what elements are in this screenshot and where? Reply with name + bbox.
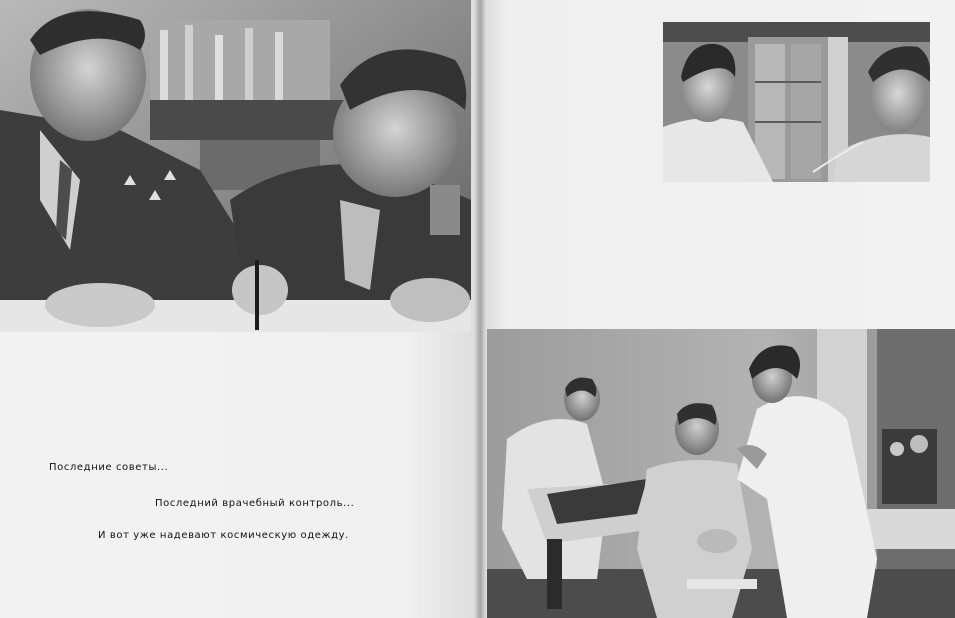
photo-portraits-image <box>663 22 930 182</box>
book-gutter <box>474 0 486 618</box>
right-page <box>480 0 955 618</box>
photo-two-cosmonauts <box>0 0 471 332</box>
caption-space-suit: И вот уже надевают космическую одежду. <box>98 530 349 541</box>
photo-doctor-and-cosmonaut <box>663 22 930 182</box>
caption-medical-check: Последний врачебный контроль... <box>155 498 355 509</box>
caption-last-advice: Последние советы... <box>49 462 169 473</box>
photo-cosmonauts-image <box>0 0 471 332</box>
photo-medical-examination <box>487 329 955 618</box>
photo-medical-image <box>487 329 955 618</box>
